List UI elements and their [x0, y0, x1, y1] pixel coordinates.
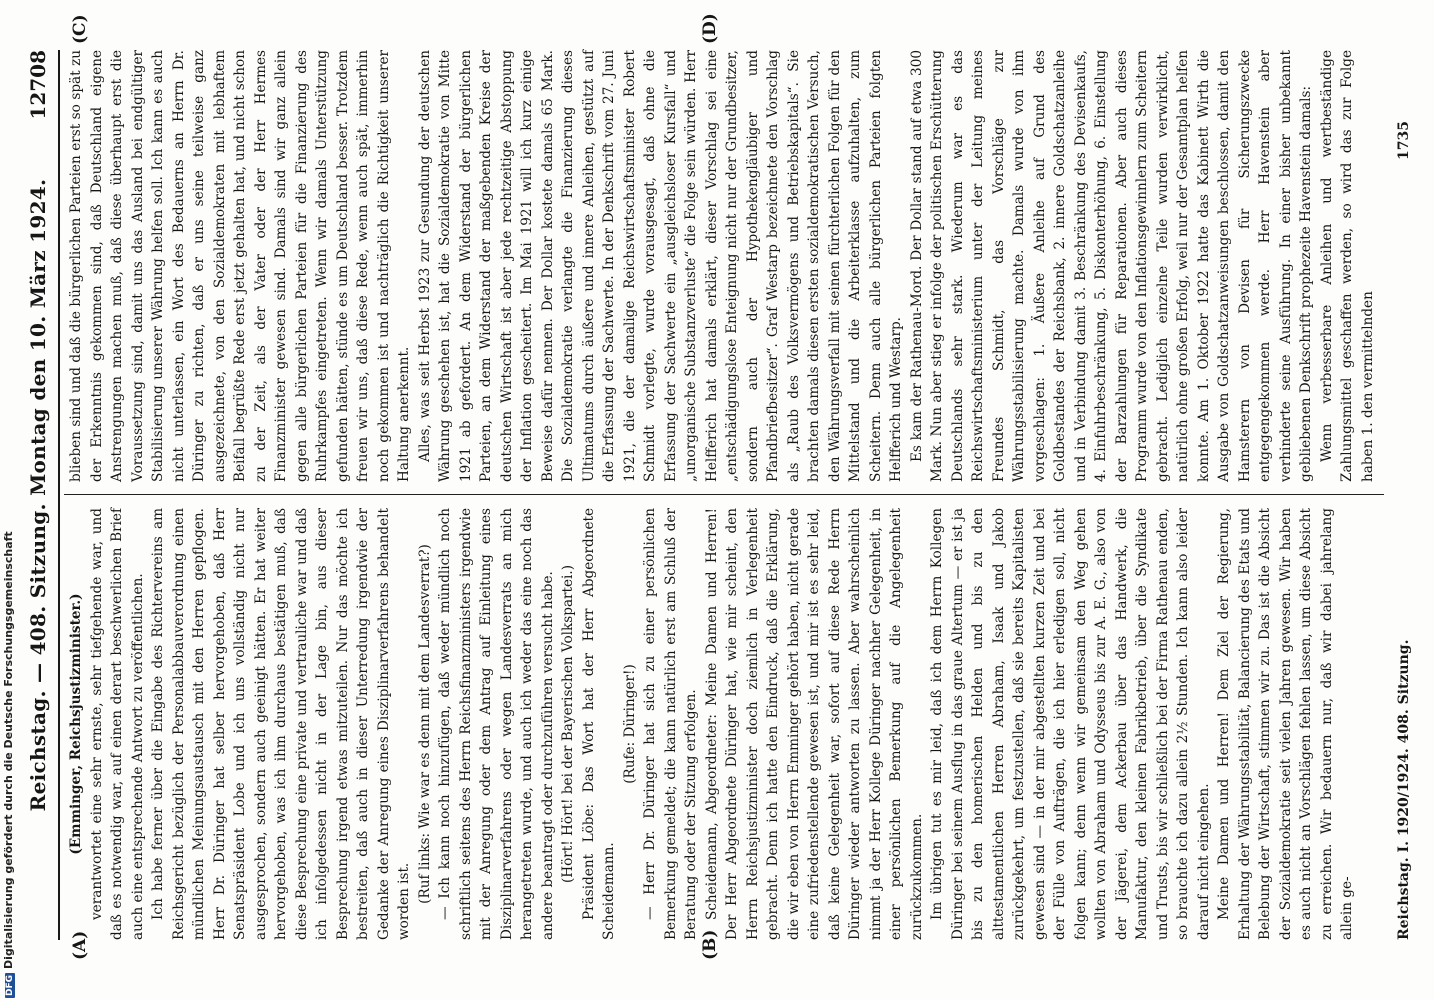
paragraph: Meine Damen und Herren! Dem Ziel der Regierung, Erhaltung der Währungsstabilität, Balancierung des Etats und Belebung der Wirtschaft, stimmen wir zu. Das ist die Absicht der Sozialdemokratie seit vielen Jahren gewesen. Wir haben es auch nicht an Vorschlägen fehlen lassen, um diese Absicht zu erreichen. Wir bedauern nur, daß wir dabei jahrelang allein ge- — [1216, 508, 1355, 940]
paragraph: (Rufe: Düringer!) — [621, 664, 638, 784]
paragraph: (Hört! Hört! bei der Bayerischen Volkspartei.) — [560, 564, 576, 884]
paragraph: verantwortet eine sehr ernste, sehr tiefgehende war, und daß es notwendig war, auf einen derart beschwerlichen Brief auch eine entsprechende Antwort zu veröffentlichen. — [88, 508, 146, 940]
header-rule — [58, 50, 60, 940]
paragraph: Alles, was seit Herbst 1923 zur Gesundung der deutschen Währung geschehen ist, hat die Sozialdemokratie von Mitte 1921 ab gefordert. An dem Widerstand der bürgerlichen Parteien, an dem Widerstand der maßgebenden Kreise der deutschen Wirtschaft ist aber jede rechtzeitige Abstoppung der Inflation gescheitert. Im Mai 1921 will ich kurz einige Beweise dafür nennen. Der Dollar kostete damals 65 Mark. Die Sozialdemokratie verlangte die Finanzierung dieses Ultimatums durch äußere und innere Anleihen, gestützt auf die Erfassung der Sachwerte. In der Denkschrift vom 27. Juni 1921, die der damalige Reichswirtschaftsminister Robert Schmidt vorlegte, wurde vorausgesagt, daß ohne die Erfassung der Sachwerte ein „ausgleichsloser Kursfall“ und „unorganische Substanzverluste“ die Folge sein würden. Herr Helfferich hat damals erklärt, dieser Vorschlag sei eine „entschädigungslose Enteignung nicht nur der Grundbesitzer, sondern auch der Hypothekengläubiger und Pfandbriefbesitzer“. Graf Westarp bezeichnete den Vorschlag als „Raub des Volksvermögens und Betriebskapitals“. Sie brachten damals diesen ersten sozialdemokratischen Versuch, den Währungsverfall mit seinen fürchterlichen Folgen für den Mittelstand und die Arbeiterklasse aufzuhalten, zum Scheitern. Denn auch alle bürgerlichen Parteien folgten Helfferich und Westarp. — [416, 50, 904, 482]
page-number: 12708 — [26, 50, 50, 120]
digitization-text: Digitalisierung gefördert durch die Deutsche Forschungsgemeinschaft — [2, 531, 15, 969]
paragraph: — Ich kann noch hinzufügen, daß weder mündlich noch schriftlich seitens des Herrn Reichsfinanzministers irgendwie mit der Anregung oder dem Antrag auf Einleitung eines Disziplinarverfahrens oder wegen Landesverrats an mich herangetreten wurde, und auch ich weder das eine noch das andere beantragt oder durchzuführen versucht habe. — [437, 508, 556, 940]
left-column — [66, 508, 1358, 940]
margin-marker-d: (D) — [700, 13, 720, 44]
column-divider — [64, 494, 1384, 495]
speaker-label: (Emminger, Reichsjustizminister.) — [68, 593, 84, 855]
margin-marker-c: (C) — [70, 14, 90, 44]
page-header — [18, 50, 58, 940]
paragraph: (Ruf links: Wie war es denn mit dem Landesverrat?) — [416, 544, 433, 904]
paragraph: Im übrigen tut es mir leid, daß ich dem Herrn Kollegen Düringer bei seinem Ausflug in das graue Altertum — er ist ja bis zu den homerischen Helden und bis zu den alttestamentlichen Herren Abraham, Isaak und Jakob zurückgekehrt, um festzustellen, daß sie bereits Kapitalisten gewesen sind — in der mir abgestellten kurzen Zeit und bei der Fülle von Aufträgen, die ich hier erledigen soll, nicht folgen kann; denn wenn wir gemeinsam den Weg gehen wollten von Abraham und Odysseus bis zur A. E. G., also von der Jägerei, dem Ackerbau über das Handwerk, die Manufaktur, den kleinen Fabrikbetrieb, über die Syndikate und Trusts, bis wir schließlich bei der Firma Rathenau enden, so brauchte ich dazu allein 2½ Stunden. Ich kann also leider darauf nicht eingehen. — [929, 508, 1212, 940]
footer-source: Reichstag. I. 1920/1924. 408. Sitzung. — [1396, 639, 1412, 940]
digitization-note — [2, 0, 16, 998]
paragraph: Wenn verbesserbare Anleihen und wertbeständige Zahlungsmittel geschaffen werden, so wird das zur Folge haben 1. den vermittelnden — [1318, 50, 1376, 482]
paragraph: Ich habe ferner über die Eingabe des Richtervereins am Reichsgericht bezüglich der Personalabbauverordnung einen mündlichen Meinungsaustausch mit den Herren gepflogen. Herr Dr. Düringer hat selber hervorgehoben, daß Herr Senatspräsident Lobe und ich uns vollständig nicht nur ausgesprochen, sondern auch geeinigt hätten. Er hat weiter hervorgehoben, was ich ihm durchaus bestätigen muß, daß diese Besprechung eine private und vertrauliche war und daß ich infolgedessen nicht in der Lage bin, aus dieser Besprechung irgend etwas mitzuteilen. Nur das möchte ich bestreiten, daß auch in dieser Unterredung irgendwie der Gedanke der Anregung eines Disziplinarverfahrens behandelt worden ist. — [150, 508, 412, 940]
dfg-logo: DFG — [5, 974, 15, 996]
paragraph: Präsident Löbe: Das Wort hat der Herr Abgeordnete Scheidemann. — [580, 508, 617, 940]
paragraph: — Herr Dr. Düringer hat sich zu einer persönlichen Bemerkung gemeldet; die kann natürlich erst am Schluß der Beratung oder der Sitzung erfolgen. — [642, 508, 699, 940]
page-title: Reichstag. — 408. Sitzung. Montag den 10. März 1924. — [26, 178, 50, 812]
margin-marker-a: (A) — [70, 930, 90, 960]
paragraph: Es kam der Rathenau-Mord. Der Dollar stand auf etwa 300 Mark. Nun aber stieg er infolge der politischen Erschütterung Deutschlands sehr stark. Wiederum war es das Reichswirtschaftsministerium unter der Leitung meines Freundes Schmidt, das Vorschläge zur Währungsstabilisierung machte. Damals wurde von ihm vorgeschlagen: 1. Äußere Anleihe auf Grund des Goldbestandes der Reichsbank, 2. innere Goldschatzanleihe und in Verbindung damit 3. Beschränkung des Devisenkaufs, 4. Einfuhrbeschränkung, 5. Diskonterhöhung, 6. Einstellung der Barzahlungen für Reparationen. Aber auch dieses Programm wurde von den Inflationsgewinnlern zum Scheitern gebracht. Lediglich einzelne Teile wurden verwirklicht, natürlich ohne großen Erfolg, weil nur der Gesamtplan helfen konnte. Am 1. Oktober 1922 hatte das Kabinett Wirth die Ausgabe von Goldschatzanweisungen beschlossen, damit den Hamsterern von Devisen für Sicherungszwecke entgegengekommen werde. Herr Havenstein aber verhinderte seine Ausführung. In einer bisher unbekannt gebliebenen Denkschrift prophezeite Havenstein damals: — [908, 50, 1314, 482]
footer-page-number: 1735 — [1396, 121, 1412, 160]
margin-marker-b: (B) — [700, 929, 720, 960]
paragraph: blieben sind und daß die bürgerlichen Parteien erst so spät zu der Erkenntnis gekommen sind, daß Deutschland eigene Anstrengungen machen muß, daß diese überhaupt erst die Voraussetzung sind, damit uns das Ausland bei endgültiger Stabilisierung unserer Währung helfen soll. Ich kann es auch nicht unterlassen, ein Wort des Bedauerns an Herrn Dr. Düringer zu richten, daß er uns seine teilweise ganz ausgezeichnete, von den Sozialdemokraten mit lebhaftem Beifall begrüßte Rede erst jetzt gehalten hat, und nicht schon zu der Zeit, als der Vater oder der Herr Hermes Finanzminister gewesen sind. Damals sind wir ganz allein gegen alle bürgerlichen Parteien für die Finanzierung des Ruhrkampfes eingetreten. Wenn wir damals Unterstützung gefunden hätten, stünde es um Deutschland besser. Trotzdem freuen wir uns, daß diese Rede, wenn auch spät, immerhin noch gekommen ist und nachträglich die Richtigkeit unserer Haltung anerkennt. — [68, 50, 412, 482]
paragraph: Scheidemann, Abgeordneter: Meine Damen und Herren! Der Herr Abgeordnete Düringer hat, wie mir scheint, den Herrn Reichsjustizminister doch ziemlich in Verlegenheit gebracht. Denn ich hatte den Eindruck, daß die Erklärung, die wir eben von Herrn Emminger gehört haben, nicht gerade eine zufriedenstellende gewesen ist, und mir ist es sehr leid, daß keine Gelegenheit war, sofort auf diese Rede Herrn Düringer wieder antworten zu lassen. Aber wahrscheinlich nimmt ja der Herr Kollege Düringer nachher Gelegenheit, in einer persönlichen Bemerkung auf die Angelegenheit zurückzukommen. — [703, 508, 925, 940]
right-column — [66, 50, 1378, 482]
